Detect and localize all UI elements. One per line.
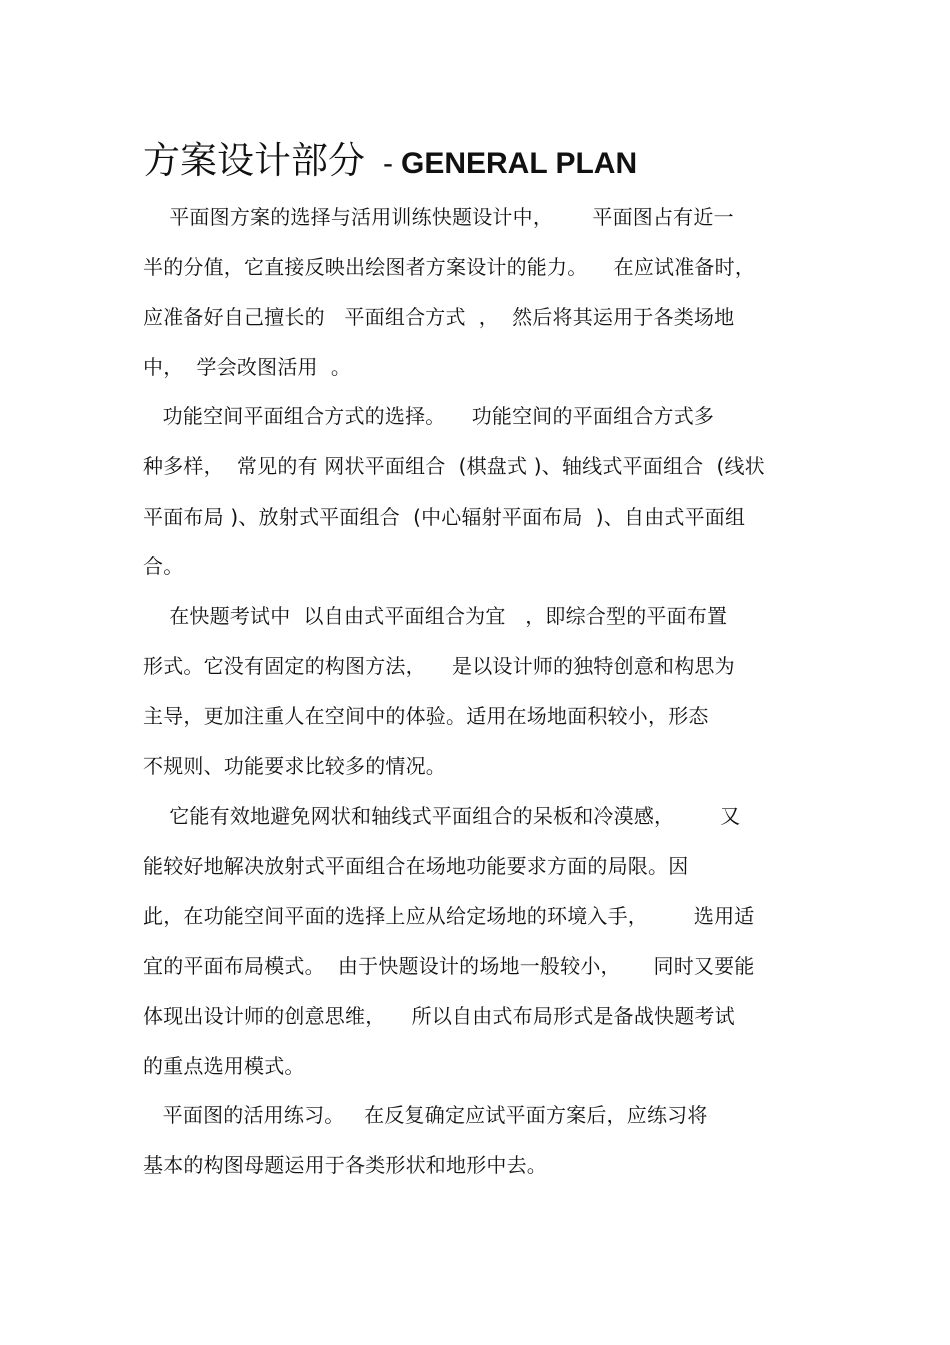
paragraph-line: 种多样， 常见的有 网状平面组合 (棋盘式 )、轴线式平面组合 (线状 — [143, 454, 765, 478]
paragraph-line: 平面布局 )、放射式平面组合 (中心辐射平面布局 )、自由式平面组 — [143, 505, 746, 529]
paragraph-line: 它能有效地避免网状和轴线式平面组合的呆板和冷漠感， 又 — [143, 804, 741, 828]
paragraph-line: 体现出设计师的创意思维， 所以自由式布局形式是备战快题考试 — [143, 1004, 735, 1028]
page-title — [143, 136, 637, 186]
paragraph-line: 的重点选用模式。 — [143, 1054, 305, 1078]
title-english: GENERAL PLAN — [401, 147, 638, 180]
paragraph-line: 半的分值，它直接反映出绘图者方案设计的能力。 在应试准备时， — [143, 255, 756, 279]
paragraph-line: 不规则、功能要求比较多的情况。 — [143, 754, 446, 778]
paragraph-line: 功能空间平面组合方式的选择。 功能空间的平面组合方式多 — [143, 404, 715, 428]
title-chinese: 方案设计部分 — [143, 139, 365, 182]
paragraph-line: 形式。它没有固定的构图方法， 是以设计师的独特创意和构思为 — [143, 654, 735, 678]
paragraph-line: 中， 学会改图活用 。 — [143, 355, 352, 379]
paragraph-line: 合。 — [143, 554, 184, 578]
paragraph-line: 基本的构图母题运用于各类形状和地形中去。 — [143, 1153, 547, 1177]
paragraph-line: 宜的平面布局模式。 由于快题设计的场地一般较小， 同时又要能 — [143, 954, 755, 978]
paragraph-line: 能较好地解决放射式平面组合在场地功能要求方面的局限。因 — [143, 854, 689, 878]
paragraph-line: 平面图的活用练习。 在反复确定应试平面方案后，应练习将 — [143, 1103, 708, 1127]
title-dash: - — [383, 147, 393, 180]
paragraph-line: 主导，更加注重人在空间中的体验。适用在场地面积较小，形态 — [143, 704, 709, 728]
paragraph-line: 平面图方案的选择与活用训练快题设计中， 平面图占有近一 — [143, 205, 734, 229]
paragraph-line: 在快题考试中 以自由式平面组合为宜 ，即综合型的平面布置 — [143, 604, 728, 628]
paragraph-line: 此，在功能空间平面的选择上应从给定场地的环境入手， 选用适 — [143, 904, 755, 928]
paragraph-line: 应准备好自己擅长的 平面组合方式 ， 然后将其运用于各类场地 — [143, 305, 735, 329]
